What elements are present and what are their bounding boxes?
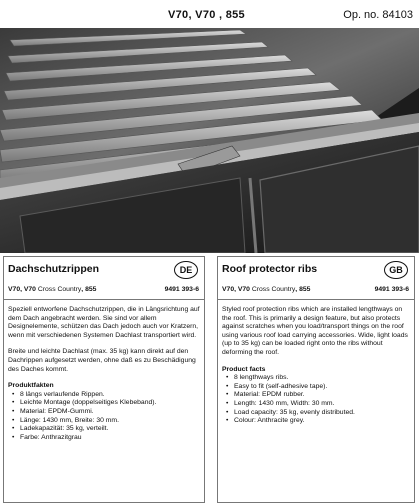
list-item: • Farbe: Anthrazitgrau <box>16 434 200 443</box>
english-facts-list <box>222 374 410 426</box>
list-item: • Länge: 1430 mm, Breite: 30 mm. <box>16 417 200 426</box>
german-facts-list <box>8 391 200 443</box>
list-item: • Easy to fit (self-adhesive tape). <box>230 383 410 392</box>
english-facts-label: Product facts <box>222 365 266 373</box>
operation-number: Op. no. 84103 <box>343 9 413 21</box>
german-facts-label: Produktfakten <box>8 382 54 390</box>
german-paragraph-2: Breite und leichte Dachlast (max. 35 kg) kann direkt auf den Dachrippen aufgesetzt werden, ohne daß es zu Beschädigung des Daches kommt. <box>8 348 196 373</box>
english-model: V70, V70 Cross Country, 855 <box>222 286 311 293</box>
page-header <box>0 0 419 28</box>
german-part-number: 9491 393-6 <box>164 286 199 293</box>
list-item: • Material: EPDM rubber. <box>230 391 410 400</box>
german-header <box>3 256 205 282</box>
product-photo <box>0 28 419 253</box>
list-item: • Colour: Anthracite grey. <box>230 417 410 426</box>
english-paragraph-1: Styled roof protection ribs which are installed lengthways on the roof. This is primarily a design feature, but also protects against scratches when you load/transport things on the roof using various roof load carrying accessories. Wide, light loads (up to 35 kg) can be loaded right onto the ribs without deforming the roof. <box>222 306 408 356</box>
list-item: • Ladekapazität: 35 kg, verteilt. <box>16 425 200 434</box>
english-header <box>217 256 415 282</box>
english-part-number: 9491 393-6 <box>374 286 409 293</box>
english-model-row <box>217 282 415 299</box>
english-heading: Roof protector ribs <box>222 263 318 275</box>
german-model-row <box>3 282 205 299</box>
list-item: • 8 lengthways ribs. <box>230 374 410 383</box>
german-heading: Dachschutzrippen <box>8 263 100 275</box>
gb-badge: GB <box>384 261 408 279</box>
english-section <box>217 256 415 500</box>
list-item: • Length: 1430 mm, Width: 30 mm. <box>230 400 410 409</box>
german-model: V70, V70 Cross Country, 855 <box>8 286 97 293</box>
list-item: • Load capacity: 35 kg, evenly distributed. <box>230 409 410 418</box>
german-section <box>3 256 205 500</box>
english-body <box>217 299 415 503</box>
german-paragraph-1: Speziell entworfene Dachschutzrippen, die in Längsrichtung auf dem Dach angebracht werden. Sie sind vor allem Designelemente, schützen das Dach jedoch auch vor Kratzern, wenn mit verschiedenen Systemen Dachlast transportiert wird. <box>8 306 200 339</box>
list-item: • 8 längs verlaufende Rippen. <box>16 391 200 400</box>
de-badge: DE <box>174 261 198 279</box>
roof-ribs-photo <box>0 28 419 253</box>
german-body <box>3 299 205 503</box>
list-item: • Material: EPDM-Gummi. <box>16 408 200 417</box>
list-item: • Leichte Montage (doppelseitiges Klebeband). <box>16 399 200 408</box>
page-title: V70, V70 , 855 <box>168 9 245 21</box>
